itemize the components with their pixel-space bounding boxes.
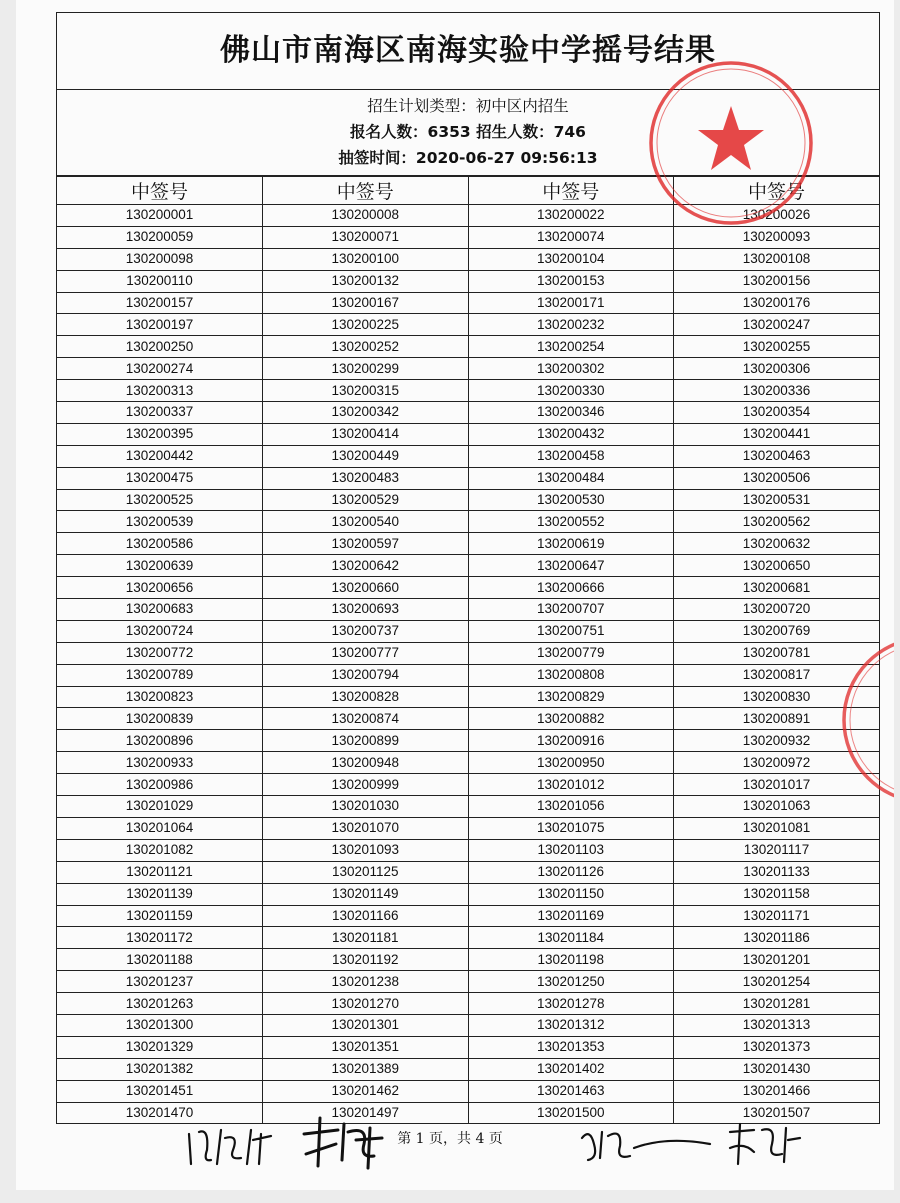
table-cell: 130200274 — [57, 358, 263, 380]
table-cell: 130201238 — [263, 971, 469, 993]
table-cell: 130200896 — [57, 730, 263, 752]
table-cell: 130201056 — [468, 796, 674, 818]
table-row — [57, 664, 879, 686]
table-cell: 130200539 — [57, 511, 263, 533]
table-row — [57, 248, 879, 270]
table-row — [57, 1058, 879, 1080]
table-cell: 130200562 — [674, 511, 880, 533]
table-cell: 130200463 — [674, 445, 880, 467]
table-cell: 130200342 — [263, 402, 469, 424]
table-cell: 130201351 — [263, 1036, 469, 1058]
table-cell: 130201270 — [263, 993, 469, 1015]
table-cell: 130201281 — [674, 993, 880, 1015]
table-cell: 130200232 — [468, 314, 674, 336]
table-cell: 130201181 — [263, 927, 469, 949]
table-cell: 130201166 — [263, 905, 469, 927]
official-seal-top — [646, 58, 816, 228]
table-cell: 130200247 — [674, 314, 880, 336]
table-cell: 130200772 — [57, 642, 263, 664]
table-cell: 130200540 — [263, 511, 469, 533]
table-row — [57, 489, 879, 511]
table-cell: 130201139 — [57, 883, 263, 905]
table-row — [57, 839, 879, 861]
table-row — [57, 511, 879, 533]
table-cell: 130200789 — [57, 664, 263, 686]
table-cell: 130200999 — [263, 774, 469, 796]
table-cell: 130200354 — [674, 402, 880, 424]
table-cell: 130200683 — [57, 599, 263, 621]
table-row — [57, 555, 879, 577]
table-row — [57, 971, 879, 993]
table-cell: 130201237 — [57, 971, 263, 993]
table-cell: 130200104 — [468, 248, 674, 270]
plan-type: 招生计划类型：初中区内招生 — [367, 97, 569, 115]
table-cell: 130200751 — [468, 620, 674, 642]
table-cell: 130201278 — [468, 993, 674, 1015]
table-cell: 130201093 — [263, 839, 469, 861]
table-cell: 130200432 — [468, 423, 674, 445]
table-cell: 130200891 — [674, 708, 880, 730]
table-cell: 130201063 — [674, 796, 880, 818]
table-cell: 130201250 — [468, 971, 674, 993]
table-cell: 130200882 — [468, 708, 674, 730]
table-row — [57, 380, 879, 402]
table-row — [57, 1080, 879, 1102]
table-cell: 130200932 — [674, 730, 880, 752]
table-cell: 130201029 — [57, 796, 263, 818]
table-cell: 130200506 — [674, 467, 880, 489]
column-header: 中签号 — [468, 177, 674, 205]
table-cell: 130200001 — [57, 205, 263, 227]
table-cell: 130201186 — [674, 927, 880, 949]
table-cell: 130200313 — [57, 380, 263, 402]
table-cell: 130201451 — [57, 1080, 263, 1102]
table-cell: 130201470 — [57, 1102, 263, 1123]
column-header: 中签号 — [674, 177, 880, 205]
table-cell: 130200093 — [674, 226, 880, 248]
table-row — [57, 642, 879, 664]
table-cell: 130200781 — [674, 642, 880, 664]
table-cell: 130200157 — [57, 292, 263, 314]
table-cell: 130200108 — [674, 248, 880, 270]
column-header: 中签号 — [57, 177, 263, 205]
table-cell: 130201017 — [674, 774, 880, 796]
table-row — [57, 1014, 879, 1036]
table-row — [57, 905, 879, 927]
table-cell: 130201329 — [57, 1036, 263, 1058]
table-row — [57, 686, 879, 708]
column-header: 中签号 — [263, 177, 469, 205]
table-cell: 130201030 — [263, 796, 469, 818]
table-cell: 130200829 — [468, 686, 674, 708]
table-cell: 130200225 — [263, 314, 469, 336]
table-cell: 130201158 — [674, 883, 880, 905]
table-row — [57, 226, 879, 248]
table-cell: 130200632 — [674, 533, 880, 555]
table-row — [57, 774, 879, 796]
table-cell: 130201082 — [57, 839, 263, 861]
table-cell: 130200337 — [57, 402, 263, 424]
table-cell: 130200299 — [263, 358, 469, 380]
table-cell: 130200156 — [674, 270, 880, 292]
table-cell: 130200779 — [468, 642, 674, 664]
table-row — [57, 402, 879, 424]
table-row — [57, 1036, 879, 1058]
table-cell: 130200737 — [263, 620, 469, 642]
enrollment-counts: 报名人数：6353 招生人数：746 — [350, 123, 586, 141]
table-cell: 130201466 — [674, 1080, 880, 1102]
table-cell: 130201382 — [57, 1058, 263, 1080]
table-cell: 130200639 — [57, 555, 263, 577]
table-cell: 130201149 — [263, 883, 469, 905]
table-row — [57, 533, 879, 555]
table-cell: 130200414 — [263, 423, 469, 445]
table-cell: 130200531 — [674, 489, 880, 511]
table-cell: 130201353 — [468, 1036, 674, 1058]
table-cell: 130200530 — [468, 489, 674, 511]
page-footer: 第 1 页，共 4 页 — [397, 1131, 503, 1147]
table-cell: 130201497 — [263, 1102, 469, 1123]
table-cell: 130200059 — [57, 226, 263, 248]
table-cell: 130200948 — [263, 752, 469, 774]
table-cell: 130200171 — [468, 292, 674, 314]
table-row — [57, 292, 879, 314]
table-cell: 130201263 — [57, 993, 263, 1015]
table-cell: 130201192 — [263, 949, 469, 971]
table-cell: 130200724 — [57, 620, 263, 642]
table-cell: 130200449 — [263, 445, 469, 467]
table-cell: 130200008 — [263, 205, 469, 227]
table-cell: 130200681 — [674, 577, 880, 599]
table-cell: 130201188 — [57, 949, 263, 971]
table-cell: 130201172 — [57, 927, 263, 949]
table-cell: 130200529 — [263, 489, 469, 511]
table-cell: 130200026 — [674, 205, 880, 227]
table-cell: 130200933 — [57, 752, 263, 774]
document-page — [16, 0, 894, 1190]
table-cell: 130200153 — [468, 270, 674, 292]
table-cell: 130201169 — [468, 905, 674, 927]
table-cell: 130200720 — [674, 599, 880, 621]
results-table — [57, 176, 879, 1123]
table-cell: 130200475 — [57, 467, 263, 489]
table-cell: 130201184 — [468, 927, 674, 949]
table-cell: 130200808 — [468, 664, 674, 686]
table-cell: 130200441 — [674, 423, 880, 445]
table-cell: 130201254 — [674, 971, 880, 993]
table-cell: 130201389 — [263, 1058, 469, 1080]
table-cell: 130200642 — [263, 555, 469, 577]
table-cell: 130200777 — [263, 642, 469, 664]
table-cell: 130201117 — [674, 839, 880, 861]
table-cell: 130200972 — [674, 752, 880, 774]
table-cell: 130200817 — [674, 664, 880, 686]
table-cell: 130200022 — [468, 205, 674, 227]
table-cell: 130201463 — [468, 1080, 674, 1102]
table-cell: 130201126 — [468, 861, 674, 883]
table-row — [57, 577, 879, 599]
table-row — [57, 270, 879, 292]
table-cell: 130200176 — [674, 292, 880, 314]
table-cell: 130201373 — [674, 1036, 880, 1058]
table-cell: 130200656 — [57, 577, 263, 599]
page-title: 佛山市南海区南海实验中学摇号结果 — [57, 13, 879, 90]
table-cell: 130201500 — [468, 1102, 674, 1123]
table-cell: 130200647 — [468, 555, 674, 577]
table-cell: 130201402 — [468, 1058, 674, 1080]
table-cell: 130201064 — [57, 817, 263, 839]
table-row — [57, 927, 879, 949]
table-cell: 130200830 — [674, 686, 880, 708]
table-cell: 130200552 — [468, 511, 674, 533]
table-cell: 130200458 — [468, 445, 674, 467]
table-cell: 130200650 — [674, 555, 880, 577]
table-cell: 130201133 — [674, 861, 880, 883]
table-cell: 130201201 — [674, 949, 880, 971]
table-cell: 130200693 — [263, 599, 469, 621]
table-row — [57, 883, 879, 905]
draw-time: 抽签时间：2020-06-27 09:56:13 — [338, 149, 598, 167]
table-row — [57, 620, 879, 642]
table-cell: 130200110 — [57, 270, 263, 292]
table-cell: 130200597 — [263, 533, 469, 555]
table-cell: 130200823 — [57, 686, 263, 708]
table-cell: 130200100 — [263, 248, 469, 270]
table-cell: 130200619 — [468, 533, 674, 555]
table-cell: 130200074 — [468, 226, 674, 248]
table-cell: 130200483 — [263, 467, 469, 489]
official-seal-edge — [836, 630, 894, 810]
table-cell: 130200660 — [263, 577, 469, 599]
table-cell: 130201070 — [263, 817, 469, 839]
table-row — [57, 817, 879, 839]
table-cell: 130200484 — [468, 467, 674, 489]
table-cell: 130200916 — [468, 730, 674, 752]
table-cell: 130200306 — [674, 358, 880, 380]
table-cell: 130200336 — [674, 380, 880, 402]
table-cell: 130200828 — [263, 686, 469, 708]
table-cell: 130200874 — [263, 708, 469, 730]
table-row — [57, 599, 879, 621]
table-row — [57, 445, 879, 467]
table-cell: 130201012 — [468, 774, 674, 796]
table-cell: 130200666 — [468, 577, 674, 599]
table-cell: 130200071 — [263, 226, 469, 248]
table-cell: 130200395 — [57, 423, 263, 445]
table-cell: 130200525 — [57, 489, 263, 511]
table-row — [57, 949, 879, 971]
table-row — [57, 423, 879, 445]
table-cell: 130200950 — [468, 752, 674, 774]
table-cell: 130200098 — [57, 248, 263, 270]
table-cell: 130201103 — [468, 839, 674, 861]
table-row — [57, 730, 879, 752]
table-row — [57, 314, 879, 336]
table-cell: 130200250 — [57, 336, 263, 358]
table-cell: 130201301 — [263, 1014, 469, 1036]
table-cell: 130200330 — [468, 380, 674, 402]
table-cell: 130200586 — [57, 533, 263, 555]
table-cell: 130201159 — [57, 905, 263, 927]
table-cell: 130200254 — [468, 336, 674, 358]
table-cell: 130200769 — [674, 620, 880, 642]
table-cell: 130200707 — [468, 599, 674, 621]
table-row — [57, 752, 879, 774]
table-row — [57, 467, 879, 489]
table-cell: 130201075 — [468, 817, 674, 839]
table-cell: 130200255 — [674, 336, 880, 358]
table-cell: 130200197 — [57, 314, 263, 336]
table-cell: 130200986 — [57, 774, 263, 796]
table-cell: 130200315 — [263, 380, 469, 402]
table-cell: 130200442 — [57, 445, 263, 467]
table-cell: 130200794 — [263, 664, 469, 686]
table-cell: 130201430 — [674, 1058, 880, 1080]
table-cell: 130200302 — [468, 358, 674, 380]
table-row — [57, 993, 879, 1015]
table-row — [57, 708, 879, 730]
table-row — [57, 336, 879, 358]
table-cell: 130200252 — [263, 336, 469, 358]
table-row — [57, 861, 879, 883]
table-cell: 130201121 — [57, 861, 263, 883]
table-cell: 130201507 — [674, 1102, 880, 1123]
table-row — [57, 358, 879, 380]
table-cell: 130200346 — [468, 402, 674, 424]
table-cell: 130201198 — [468, 949, 674, 971]
table-cell: 130201312 — [468, 1014, 674, 1036]
table-cell: 130201313 — [674, 1014, 880, 1036]
table-cell: 130200167 — [263, 292, 469, 314]
table-cell: 130201300 — [57, 1014, 263, 1036]
table-cell: 130200899 — [263, 730, 469, 752]
table-cell: 130201081 — [674, 817, 880, 839]
table-cell: 130201462 — [263, 1080, 469, 1102]
table-cell: 130200839 — [57, 708, 263, 730]
table-cell: 130200132 — [263, 270, 469, 292]
table-cell: 130201171 — [674, 905, 880, 927]
table-row — [57, 796, 879, 818]
table-cell: 130201150 — [468, 883, 674, 905]
table-cell: 130201125 — [263, 861, 469, 883]
